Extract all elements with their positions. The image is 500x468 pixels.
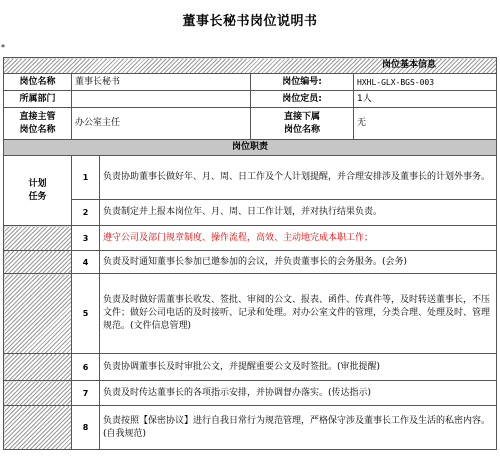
headcount-label: 岗位定员:: [251, 91, 354, 108]
corner-mark: *: [1, 43, 5, 52]
duty-row: [4, 274, 497, 354]
info-row-supervisor: [4, 108, 497, 140]
duty-category-line-2: 任务: [28, 191, 47, 202]
headcount-value: 1人: [354, 91, 497, 108]
duty-row: [4, 406, 497, 450]
info-row-department: [4, 91, 497, 108]
duty-text: 负责及时做好需董事长收发、签批、审阅的公文、报表、函件、传真件等，及时转送董事长，不压文件；做好公司电话的及时接听、记录和处理。对办公室文件的管理，分类合理、处理及时、管理规范。(文件信息管理): [100, 274, 497, 354]
duty-number: 8: [72, 406, 100, 450]
duty-category-blank: [4, 406, 72, 450]
department-value: [72, 91, 251, 108]
duty-row: [4, 354, 497, 381]
subordinate-label-line-2: 岗位名称: [283, 124, 320, 135]
duty-category-blank: [4, 354, 72, 381]
info-row-position: [4, 74, 497, 91]
position-code-label: 岗位编号:: [251, 74, 354, 91]
position-name-value: 董事长秘书: [72, 74, 251, 91]
duty-category-cell: [4, 156, 72, 226]
duty-row: [4, 251, 497, 274]
duty-row: [4, 200, 497, 226]
subordinate-label: [251, 108, 354, 140]
duty-number: 7: [72, 381, 100, 406]
duty-number: 2: [72, 200, 100, 226]
duty-category-blank: [4, 226, 72, 251]
duty-category-blank: [4, 274, 72, 354]
supervisor-label-line-2: 岗位名称: [19, 124, 56, 135]
position-name-label: 岗位名称: [4, 74, 72, 91]
job-description-table: [3, 57, 497, 450]
duty-number: 3: [72, 226, 100, 251]
subordinate-value: 无: [354, 108, 497, 140]
position-code-value: HXHL-GLX-BGS-003: [354, 74, 497, 91]
duty-category-blank: [4, 251, 72, 274]
supervisor-label-line-1: 直接主管: [19, 111, 56, 122]
duty-row: [4, 381, 497, 406]
duty-text: 负责协调董事长及时审批公文，并提醒重要公文及时签批。(审批提醒): [100, 354, 497, 381]
duty-text: 负责及时传达董事长的各项指示安排，并协调督办落实。(传达指示): [100, 381, 497, 406]
duties-section-row: [4, 140, 497, 156]
duty-number: 4: [72, 251, 100, 274]
basic-info-section-row: [4, 58, 497, 74]
duty-text: 负责制定并上报本岗位年、月、周、日工作计划，并对执行结果负责。: [100, 200, 497, 226]
department-label: 所属部门: [4, 91, 72, 108]
duty-row: [4, 226, 497, 251]
duty-number: 5: [72, 274, 100, 354]
supervisor-label: [4, 108, 72, 140]
duty-text: 负责协助董事长做好年、月、周、日工作及个人计划提醒，并合理安排涉及董事长的计划外事务。: [100, 156, 497, 200]
duty-number: 6: [72, 354, 100, 381]
basic-info-section-header: 岗位基本信息: [4, 58, 497, 74]
supervisor-value: 办公室主任: [72, 108, 251, 140]
subordinate-label-line-1: 直接下属: [283, 111, 320, 122]
duty-text: 负责按照【保密协议】进行自我日常行为规范管理，严格保守涉及董事长工作及生活的私密内容。(自我规范): [100, 406, 497, 450]
duty-row: [4, 156, 497, 200]
duty-category-line-1: 计划: [28, 178, 47, 189]
duties-section-header: 岗位职责: [4, 140, 497, 156]
duty-text-highlighted: 遵守公司及部门规章制度、操作流程，高效、主动地完成本职工作；: [100, 226, 497, 251]
duty-text: 负责及时通知董事长参加已邀参加的会议，并负责董事长的会务服务。(会务): [100, 251, 497, 274]
duty-category-blank: [4, 381, 72, 406]
duty-number: 1: [72, 156, 100, 200]
document-title: 董事长秘书岗位说明书: [182, 14, 318, 29]
